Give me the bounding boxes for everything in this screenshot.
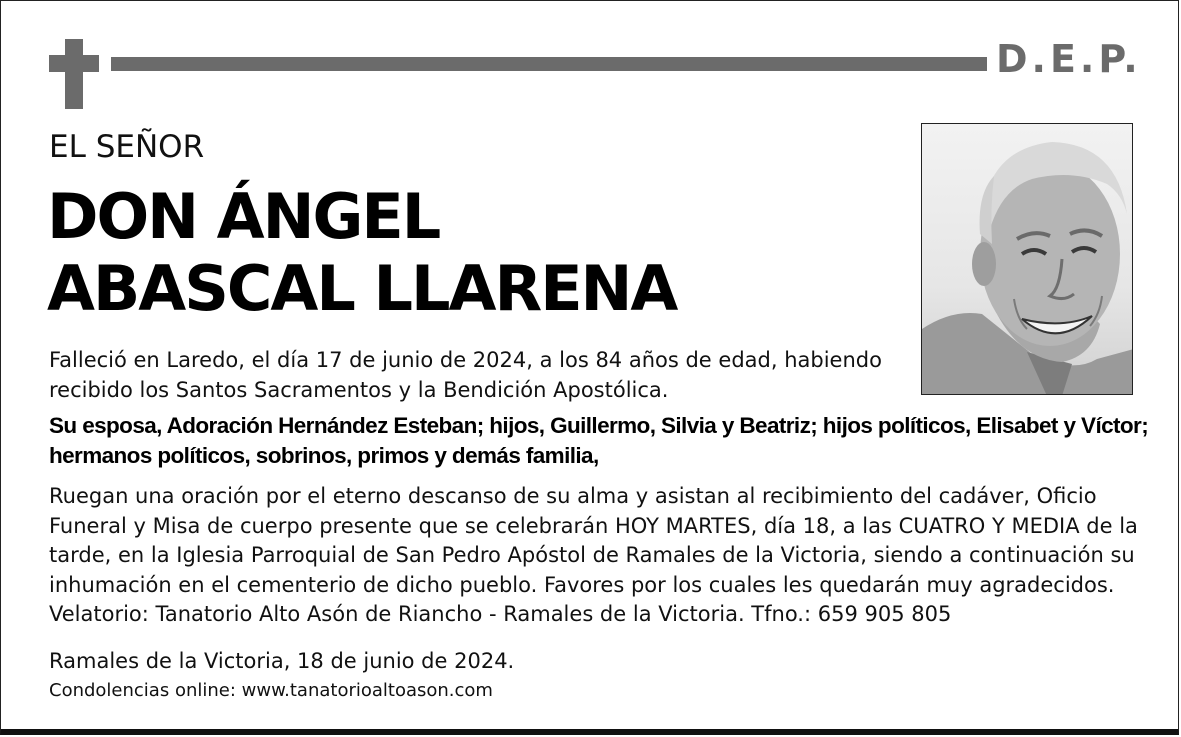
cross-icon <box>49 39 99 109</box>
online-condolences: Condolencias online: www.tanatorioaltoason.com <box>49 680 493 701</box>
honorific-title: EL SEÑOR <box>49 129 205 165</box>
deceased-name <box>47 181 676 325</box>
name-line-1: DON ÁNGEL <box>47 180 440 253</box>
header-rule <box>111 57 987 71</box>
death-announcement: Falleció en Laredo, el día 17 de junio de 2024, a los 84 años de edad, habiendo recibido los Santos Sacramentos y la Bendición Apostólica. <box>49 348 882 402</box>
name-line-2: ABASCAL LLARENA <box>47 252 677 325</box>
funeral-request: Ruegan una oración por el eterno descanso de su alma y asistan al recibimiento del cadáver, Oficio Funeral y Misa de cuerpo presente que se celebrarán HOY MARTES, día 18, a las CUATRO Y MEDIA de la tarde, en la Iglesia Parroquial de San Pedro Apóstol de Ramales de la Victoria, siendo a continuación su inhumación en el cementerio de dicho pueblo. Favores por los cuales les quedarán muy agradecidos. Velatorio: Tanatorio Alto Asón de Riancho - Ramales de la Victoria. Tfno.: 659 905 805 <box>49 484 1138 626</box>
dep-label: D.E.P. <box>996 37 1142 81</box>
portrait-photo <box>921 123 1133 395</box>
family-list: Su esposa, Adoración Hernández Esteban; hijos, Guillermo, Silvia y Beatriz; hijos políticos, Elisabet y Víctor; hermanos políticos, sobrinos, primos y demás familia, <box>49 413 1149 468</box>
place-and-date: Ramales de la Victoria, 18 de junio de 2024. <box>49 649 515 673</box>
